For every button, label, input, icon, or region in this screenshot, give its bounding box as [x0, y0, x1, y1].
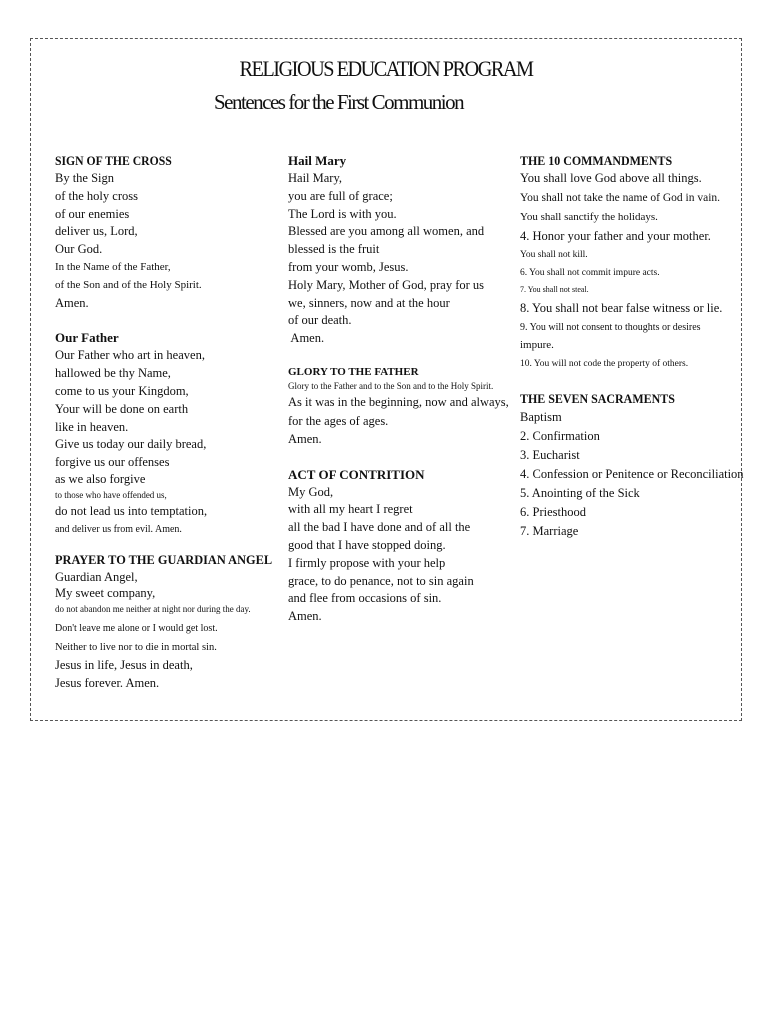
sacrament-line: 6. Priesthood [520, 504, 586, 519]
column-right [520, 152, 744, 541]
prayer-line: Neither to live nor to die in mortal sin. [55, 642, 217, 654]
section-hail-mary [288, 152, 516, 348]
prayer-line: deliver us, Lord, [55, 224, 138, 239]
prayer-line: My God, [288, 484, 334, 499]
prayer-line: Amen. [288, 431, 322, 446]
prayer-line: to those who have offended us, [55, 489, 167, 500]
section-heading: Hail Mary [288, 153, 347, 168]
prayer-line: blessed is the fruit [288, 242, 380, 257]
commandment-line: 9. You will not consent to thoughts or desires [520, 321, 701, 333]
prayer-line: you are full of grace; [288, 188, 393, 203]
prayer-line: of the Son and of the Holy Spirit. [55, 278, 202, 291]
prayer-line: as we also forgive [55, 471, 146, 486]
prayer-line: Amen. [288, 609, 322, 624]
sacrament-line: 3. Eucharist [520, 447, 580, 462]
section-commandments [520, 152, 740, 373]
prayer-line: Our God. [55, 242, 103, 257]
prayer-line: Blessed are you among all women, and [288, 224, 485, 239]
commandment-line: 4. Honor your father and your mother. [520, 228, 711, 243]
prayer-line: Don't leave me alone or I would get lost. [55, 623, 218, 635]
prayer-line: My sweet company, [55, 586, 156, 601]
prayer-line: Holy Mary, Mother of God, pray for us [288, 277, 485, 292]
prayer-line: hallowed be thy Name, [55, 366, 171, 381]
prayer-line: In the Name of the Father, [55, 260, 171, 273]
prayer-line: Give us today our daily bread, [55, 437, 207, 452]
section-heading: Our Father [55, 330, 119, 346]
prayer-line: Jesus forever. Amen. [55, 675, 160, 690]
prayer-line: Amen. [55, 295, 89, 310]
section-guardian-angel [55, 551, 283, 693]
prayer-line: all the bad I have done and of all the [288, 520, 471, 535]
column-left [55, 152, 283, 693]
sacrament-line: 2. Confirmation [520, 428, 600, 443]
prayer-line: By the Sign [55, 171, 115, 185]
prayer-line: come to us your Kingdom, [55, 383, 189, 398]
commandment-line: You shall not take the name of God in vain. [520, 191, 721, 204]
prayer-line: do not abandon me neither at night nor during the day. [55, 604, 251, 615]
prayer-line: from your womb, Jesus. [288, 259, 409, 274]
section-heading: THE SEVEN SACRAMENTS [520, 390, 675, 406]
prayer-line: Glory to the Father and to the Son and to the Holy Spirit. [288, 380, 494, 391]
section-glory [288, 365, 516, 449]
prayer-line: for the ages of ages. [288, 413, 389, 428]
commandment-line: 10. You will not code the property of others. [520, 358, 689, 369]
prayer-line: As it was in the beginning, now and always, [288, 394, 509, 409]
commandment-line: You shall sanctify the holidays. [520, 210, 658, 223]
commandment-line: impure. [520, 338, 554, 351]
prayer-line: The Lord is with you. [288, 206, 397, 221]
prayer-line: forgive us our offenses [55, 455, 170, 470]
sacrament-line: Baptism [520, 409, 562, 424]
section-heading: ACT OF CONTRITION [288, 466, 425, 482]
section-sacraments [520, 390, 744, 541]
prayer-line: of the holy cross [55, 188, 138, 203]
section-heading: THE 10 COMMANDMENTS [520, 153, 673, 168]
page-title: RELIGIOUS EDUCATION PROGRAM [239, 56, 533, 81]
prayer-line: Jesus in life, Jesus in death, [55, 658, 193, 673]
prayer-line: we, sinners, now and at the hour [288, 295, 450, 310]
sacrament-line: 7. Marriage [520, 523, 579, 538]
prayer-line: and deliver us from evil. Amen. [55, 523, 182, 535]
prayer-line: of our enemies [55, 206, 130, 221]
prayer-line: of our death. [288, 313, 352, 328]
prayer-line: and flee from occasions of sin. [288, 591, 442, 606]
prayer-sheet [30, 38, 742, 721]
prayer-line: Hail Mary, [288, 171, 343, 185]
section-heading: PRAYER TO THE GUARDIAN ANGEL [55, 551, 273, 567]
prayer-line: like in heaven. [55, 419, 129, 434]
prayer-line: Guardian Angel, [55, 569, 138, 584]
prayer-line: Our Father who art in heaven, [55, 348, 205, 363]
sacrament-line: 4. Confession or Penitence or Reconciliation [520, 466, 744, 481]
prayer-line: with all my heart I regret [288, 502, 413, 517]
prayer-line: Amen. [288, 331, 325, 346]
commandment-line: 7. You shall not steal. [520, 284, 589, 294]
commandment-line: 6. You shall not commit impure acts. [520, 267, 660, 278]
prayer-line: I firmly propose with your help [288, 555, 446, 570]
column-middle [288, 152, 516, 626]
section-heading: SIGN OF THE CROSS [55, 153, 172, 168]
commandment-line: 8. You shall not bear false witness or lie. [520, 300, 723, 315]
page-subtitle: Sentences for the First Communion [214, 90, 464, 114]
prayer-line: grace, to do penance, not to sin again [288, 573, 474, 588]
commandment-line: You shall love God above all things. [520, 171, 702, 185]
prayer-line: Your will be done on earth [55, 401, 189, 416]
section-sign-of-cross [55, 152, 283, 312]
commandment-line: You shall not kill. [520, 249, 588, 260]
prayer-line: good that I have stopped doing. [288, 537, 446, 552]
section-contrition [288, 466, 516, 626]
section-our-father [55, 329, 283, 538]
prayer-line: do not lead us into temptation, [55, 503, 208, 518]
section-heading: GLORY TO THE FATHER [288, 365, 419, 378]
sacrament-line: 5. Anointing of the Sick [520, 485, 640, 500]
